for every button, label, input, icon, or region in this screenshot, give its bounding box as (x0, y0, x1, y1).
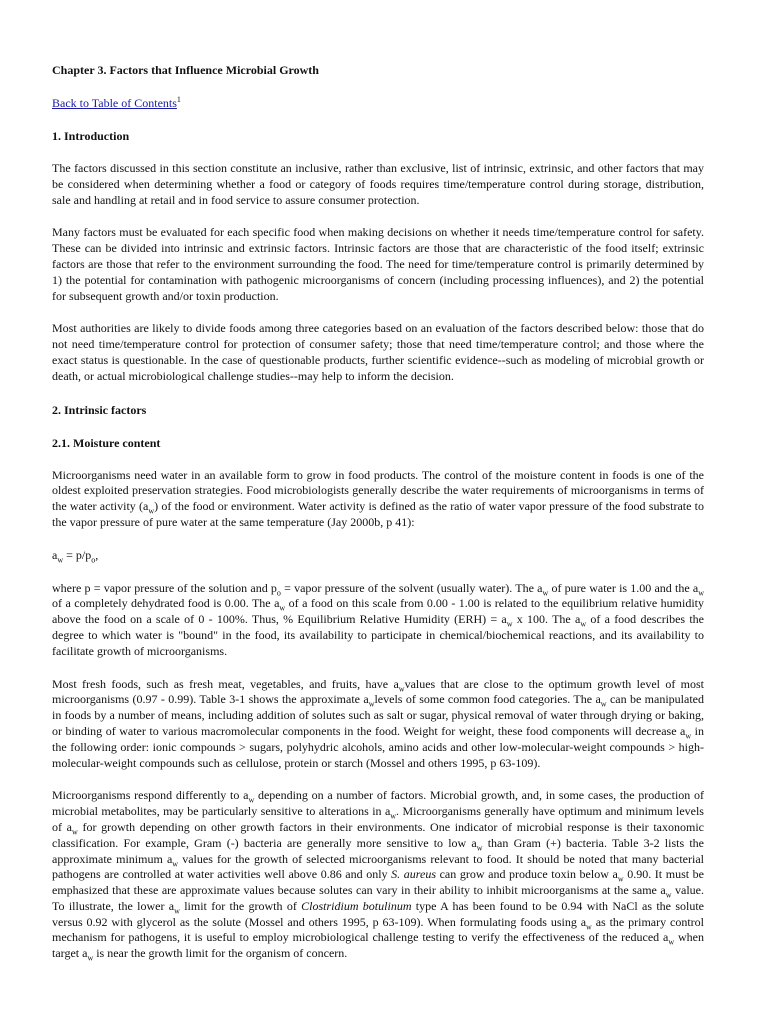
intro-paragraph-3: Most authorities are likely to divide foods among three categories based on an evaluation of the factors described below: those that do not need time/temperature control for protection of consumer safety; those that need time/temperature control; and those where the exact status is questionable. In the case of questionable products, further scientific evidence--such as modeling of microbial growth or death, or actual microbiological challenge studies--may help to inform the decision. (52, 321, 704, 383)
section-heading-intrinsic-factors: 2. Intrinsic factors (52, 402, 147, 417)
moisture-paragraph-4: Microorganisms respond differently to $a_w$ depending on a number of factors. Microbial growth, and, in some cases, the production of microbial metabolites, may be particularly sensitive to alterations in $a_w$. Microorganisms generally have optimum and minimum levels of $a_w$ for growth depending on other growth factors in their environments. One indicator of microbial response is their taxonomic classification. For example, Gram (-) bacteria are generally more sensitive to low $a_w$ than Gram (+) bacteria. Table 3-2 lists the approximate minimum $a_w$ values for the growth of selected microorganisms relevant to food. It should be noted that many bacterial pathogens are controlled at water activities well above 0.86 and only S. aureus can grow and produce toxin below $a_w$ 0.90. It must be emphasized that these are approximate values because solutes can vary in their ability to inhibit microorganisms at the same $a_w$ value. To illustrate, the lower $a_w$ limit for the growth of Clostridium botulinum type A has been found to be 0.94 with NaCl as the solute versus 0.92 with glycerol as the solute (Mossel and others 1995, p 63-109). When formulating foods using $a_w$ as the primary control mechanism for pathogens, it is useful to employ microbiological challenge testing to verify the effectiveness of the reduced $a_w$ when target $a_w$ is near the growth limit for the organism of concern. (52, 788, 705, 963)
moisture-paragraph-3: Most fresh foods, such as fresh meat, vegetables, and fruits, have $a_wvalues$ that are close to the optimum growth level of most microorganisms (0.97 - 0.99). Table 3-1 shows the approximate $a_wlevels$ of some common food categories. The $a_w$ can be manipulated in foods by a number of means, including addition of solutes such as salt or sugar, physical removal of water through drying or baking, or binding of water to various macromolecular components in the food. Weight for weight, these food components will decrease $a_w$ in the following order: ionic compounds > sugars, polyhydric alcohols, amino acids and other low-molecular-weight compounds > high-molecular-weight compounds such as cellulose, protein or starch (Mossel and others 1995, p 63-109). (52, 676, 705, 770)
toc-line (52, 95, 704, 111)
chapter-title: Chapter 3. Factors that Influence Microbial Growth (52, 63, 319, 77)
footnote-marker: 1 (176, 95, 181, 104)
document-page (52, 62, 704, 979)
subsection-heading-moisture-content: 2.1. Moisture content (52, 435, 161, 450)
section-heading-introduction: 1. Introduction (52, 129, 130, 143)
moisture-paragraph-2: where p = vapor pressure of the solution and $p_o$ = vapor pressure of the solvent (usually water). The $a_w$ of pure water is 1.00 and the $a_w$ of a completely dehydrated food is 0.00. The $a_w$ of a food on this scale from 0.00 - 1.00 is related to the equilibrium relative humidity above the food on a scale of 0 - 100%. Thus, % Equilibrium Relative Humidity $(ERH) = a_w$ x 100. The $a_w$ of a food describes the degree to which water is "bound" in the food, its availability to participate in chemical/biochemical reactions, and its availability to facilitate growth of microorganisms. (52, 580, 705, 658)
back-to-toc-link[interactable]: Back to Table of Contents (52, 96, 177, 110)
water-activity-formula: $a_w = p/p_o$, (52, 547, 99, 565)
intro-paragraph-1: The factors discussed in this section constitute an inclusive, rather than exclusive, list of intrinsic, extrinsic, and other factors that may be considered when determining whether a food or category of foods requires time/temperature control during storage, distribution, sale and handling at retail and in food service to assure consumer protection. (52, 161, 704, 207)
intro-paragraph-2: Many factors must be evaluated for each specific food when making decisions on whether it needs time/temperature control for safety. These can be divided into intrinsic and extrinsic factors. Intrinsic factors are those that are characteristic of the food itself; extrinsic factors are those that refer to the environment surrounding the food. The need for time/temperature control is primarily determined by 1) the potential for contamination with pathogenic microorganisms of concern (including processing influences), and 2) the potential for subsequent growth and/or toxin production. (52, 225, 704, 303)
moisture-paragraph-1: Microorganisms need water in an available form to grow in food products. The control of the moisture content in foods is one of the oldest exploited preservation strategies. Food microbiologists generally describe the water requirements of microorganisms in terms of the water activity $(a_w)$ of the food or environment. Water activity is defined as the ratio of water vapor pressure of the food substrate to the vapor pressure of pure water at the same temperature (Jay 2000b, p 41): (52, 467, 705, 529)
